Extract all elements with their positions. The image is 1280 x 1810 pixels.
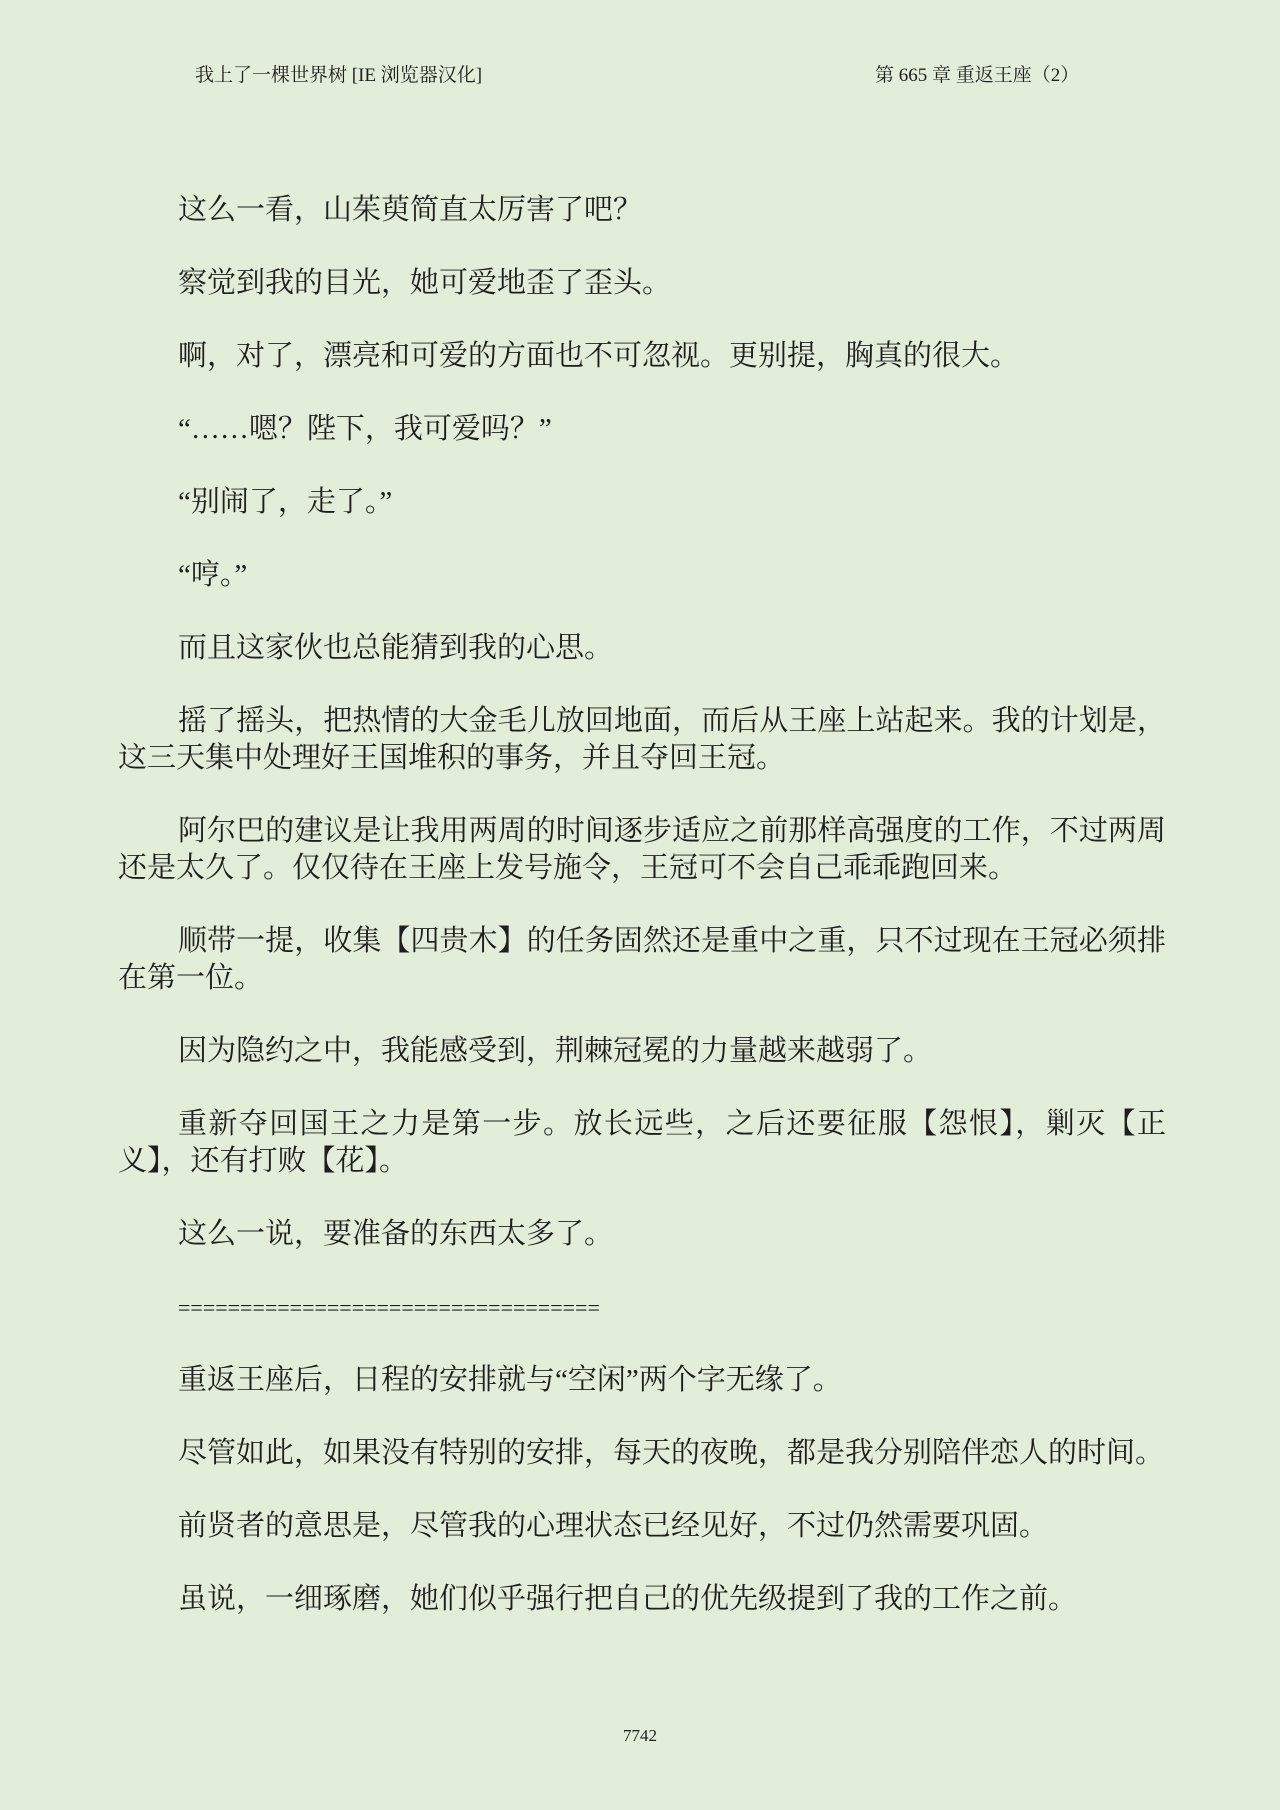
paragraph: 重返王座后，日程的安排就与“空闲”两个字无缘了。	[178, 1364, 842, 1396]
paragraph: 而且这家伙也总能猜到我的心思。	[178, 632, 614, 664]
paragraph: 这么一看，山茱萸简直太厉害了吧？	[178, 194, 643, 226]
paragraph: 这么一说，要准备的东西太多了。	[178, 1218, 614, 1250]
paragraph: 前贤者的意思是，尽管我的心理状态已经见好，不过仍然需要巩固。	[178, 1510, 1049, 1542]
paragraph: 察觉到我的目光，她可爱地歪了歪头。	[178, 267, 672, 299]
chapter-body	[118, 192, 1166, 1654]
paragraph: “别闹了，走了。”	[178, 486, 393, 518]
paragraph: 顺带一提，收集【四贵木】的任务固然还是重中之重，只不过现在王冠必须排在第一位。	[118, 925, 1166, 994]
paragraph: 重新夺回国王之力是第一步。放长远些，之后还要征服【怨恨】，剿灭【正义】，还有打败【花】。	[118, 1108, 1166, 1177]
section-divider: ==================================	[178, 1295, 600, 1320]
paragraph: “……嗯？陛下，我可爱吗？”	[178, 413, 552, 445]
paragraph: 阿尔巴的建议是让我用两周的时间逐步适应之前那样高强度的工作，不过两周还是太久了。仅仅待在王座上发号施令，王冠可不会自己乖乖跑回来。	[118, 815, 1166, 884]
paragraph: 啊，对了，漂亮和可爱的方面也不可忽视。更别提，胸真的很大。	[178, 340, 1020, 372]
page-number: 7742	[623, 1726, 657, 1745]
book-title: 我上了一棵世界树 [IE 浏览器汉化]	[195, 65, 483, 86]
chapter-title: 第 665 章 重返王座（2）	[875, 65, 1080, 86]
paragraph: 因为隐约之中，我能感受到，荆棘冠冕的力量越来越弱了。	[178, 1035, 933, 1067]
paragraph: 虽说，一细琢磨，她们似乎强行把自己的优先级提到了我的工作之前。	[178, 1583, 1078, 1615]
paragraph: “哼。”	[178, 559, 248, 591]
paragraph: 摇了摇头，把热情的大金毛儿放回地面，而后从王座上站起来。我的计划是，这三天集中处理好王国堆积的事务，并且夺回王冠。	[118, 705, 1166, 774]
paragraph: 尽管如此，如果没有特别的安排，每天的夜晚，都是我分别陪伴恋人的时间。	[178, 1437, 1165, 1469]
